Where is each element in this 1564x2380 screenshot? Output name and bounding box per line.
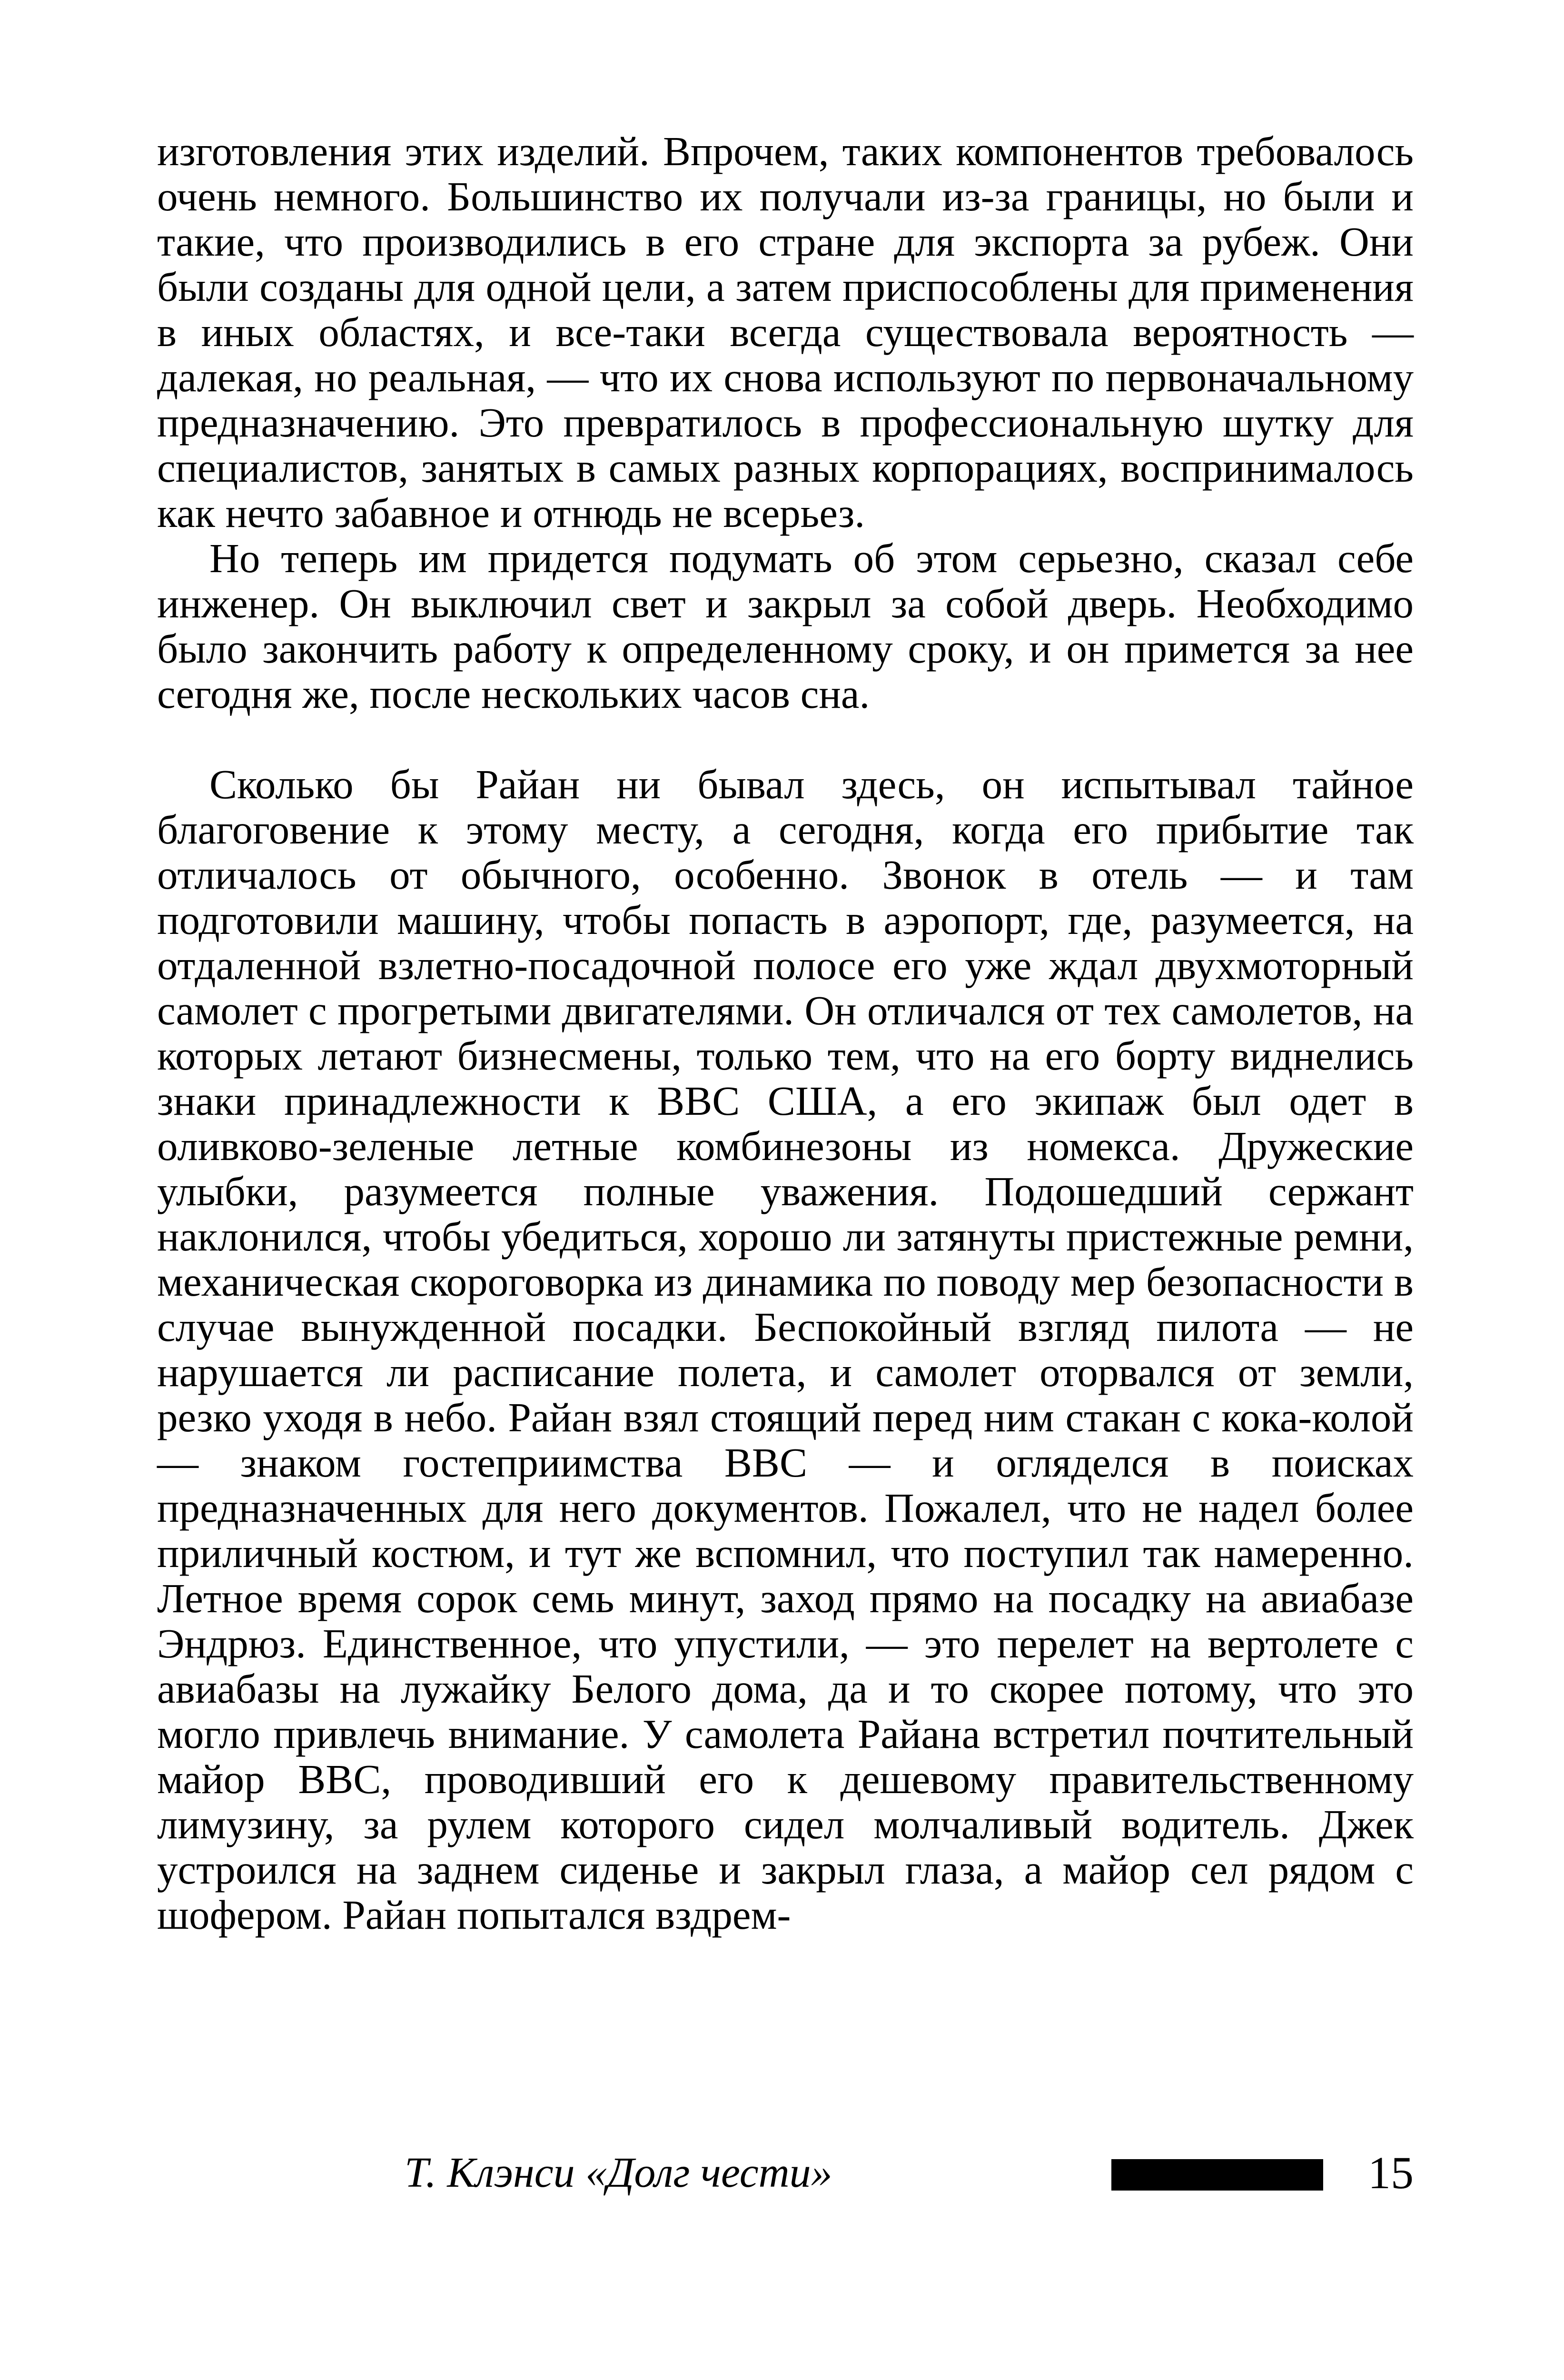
paragraph-continued: изготовления этих изделий. Впрочем, таких компонентов требовалось очень немного. Большинство их получали из-за границы, но были и такие, что производились в его стране для экспорта за рубеж. Они были созданы для одной цели, а затем приспособлены для применения в иных областях, и все-таки всегда существовала вероятность — далекая, но реальная, — что их снова используют по первоначальному предназначению. Это превратилось в профессиональную шутку для специалистов, занятых в самых разных корпорациях, воспринималось как нечто забавное и отнюдь не всерьез. (157, 128, 1414, 536)
page-footer (157, 2147, 1414, 2199)
text-column (157, 129, 1414, 1937)
footer-bar-decoration (1111, 2159, 1323, 2191)
paragraph-engineer: Но теперь им придется подумать об этом серьезно, сказал себе инженер. Он выключил свет и закрыл за собой дверь. Необходимо было закончить работу к определенному сроку, и он примется за нее сегодня же, после нескольких часов сна. (157, 535, 1414, 717)
page-number: 15 (1368, 2147, 1414, 2198)
running-title: Т. Клэнси «Долг чести» (405, 2149, 832, 2196)
paragraph-ryan-arrival: Сколько бы Райан ни бывал здесь, он испытывал тайное благоговение к этому месту, а сегодня, когда его прибытие так отличалось от обычного, особенно. Звонок в отель — и там подготовили машину, чтобы попасть в аэропорт, где, разумеется, на отдаленной взлетно-посадочной полосе его уже ждал двухмоторный самолет с прогретыми двигателями. Он отличался от тех самолетов, на которых летают бизнесмены, только тем, что на его борту виднелись знаки принадлежности к ВВС США, а его экипаж был одет в оливково-зеленые летные комбинезоны из номекса. Дружеские улыбки, разумеется полные уважения. Подошедший сержант наклонился, чтобы убедиться, хорошо ли затянуты пристежные ремни, механическая скороговорка из динамика по поводу мер безопасности в случае вынужденной посадки. Беспокойный взгляд пилота — не нарушается ли расписание полета, и самолет оторвался от земли, резко уходя в небо. Райан взял стоящий перед ним стакан с кока-колой — знаком гостеприимства ВВС — и огляделся в поисках предназначенных для него документов. Пожалел, что не надел более приличный костюм, и тут же вспомнил, что поступил так намеренно. Летное время сорок семь минут, заход прямо на посадку на авиабазе Эндрюз. Единственное, что упустили, — это перелет на вертолете с авиабазы на лужайку Белого дома, да и то скорее потому, что это могло привлечь внимание. У самолета Райана встретил почтительный майор ВВС, проводивший его к дешевому правительственному лимузину, за рулем которого сидел молчаливый водитель. Джек устроился на заднем сиденье и закрыл глаза, а майор сел рядом с шофером. Райан попытался вздрем- (157, 761, 1414, 1938)
section-break (157, 716, 1414, 762)
